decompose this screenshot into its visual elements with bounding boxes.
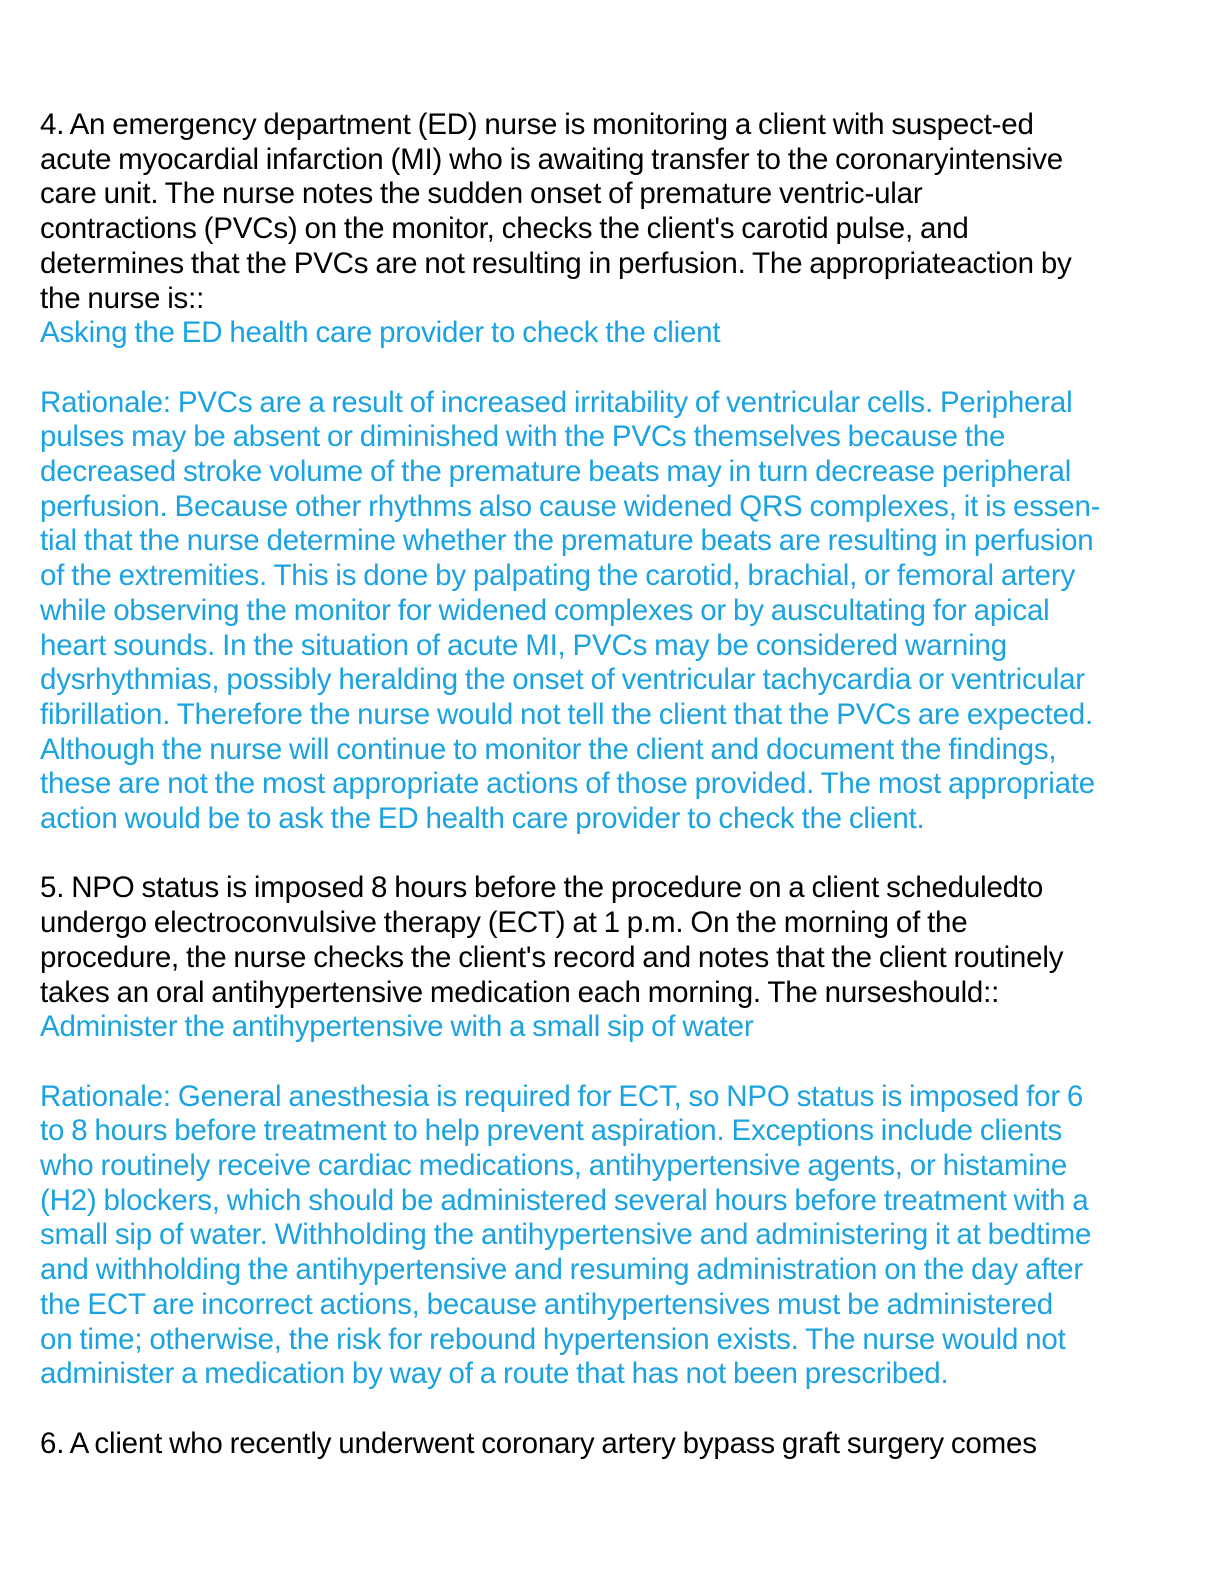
answer-text: Administer the antihypertensive with a small sip of water	[40, 1010, 754, 1044]
document-page	[40, 108, 1190, 1496]
question-block-5	[40, 871, 1190, 1392]
rationale-text: Rationale: General anesthesia is required for ECT, so NPO status is imposed for 6 to 8 hours before treatment to help prevent aspiration. Exceptions include clients who routinely receive cardiac medications, antihypertensive agents, or histamine (H2) blockers, which should be administered several hours before treatment with a small sip of water. Withholding the antihypertensive and administering it at bedtime and withholding the antihypertensive and resuming administration on the day after the ECT are incorrect actions, because antihypertensives must be administered on time; otherwise, the risk for rebound hypertension exists. The nurse would not administer a medication by way of a route that has not been prescribed.	[40, 1079, 1092, 1391]
question-block-4	[40, 108, 1190, 837]
question-text: 6. A client who recently underwent coronary artery bypass graft surgery comes	[40, 1426, 1037, 1460]
question-text: 5. NPO status is imposed 8 hours before the procedure on a client scheduledto undergo electroconvulsive therapy (ECT) at 1 p.m. On the morning of the procedure, the nurse checks the client's record and notes that the client routinely takes an oral antihypertensive medication each morning. The nurseshould::	[40, 871, 1064, 1009]
answer-text: Asking the ED health care provider to check the client	[40, 316, 721, 350]
rationale-text: Rationale: PVCs are a result of increased irritability of ventricular cells. Peripheral pulses may be absent or diminished with the PVCs themselves because the decreased stroke volume of the premature beats may in turn decrease peripheral perfusion. Because other rhythms also cause widened QRS complexes, it is essen- tial that the nurse determine whether the premature beats are resulting in perfusion of the extremities. This is done by palpating the carotid, brachial, or femoral artery while observing the monitor for widened complexes or by auscultating for apical heart sounds. In the situation of acute MI, PVCs may be considered warning dysrhythmias, possibly heralding the onset of ventricular tachycardia or ventricular fibrillation. Therefore the nurse would not tell the client that the PVCs are expected. Although the nurse will continue to monitor the client and document the findings, these are not the most appropriate actions of those provided. The most appropriate action would be to ask the ED health care provider to check the client.	[40, 385, 1101, 836]
question-block-6	[40, 1427, 1190, 1462]
question-text: 4. An emergency department (ED) nurse is monitoring a client with suspect-ed acute myocardial infarction (MI) who is awaiting transfer to the coronaryintensive care unit. The nurse notes the sudden onset of premature ventric-ular contractions (PVCs) on the monitor, checks the client's carotid pulse, and determines that the PVCs are not resulting in perfusion. The appropriateaction by the nurse is::	[40, 108, 1072, 315]
